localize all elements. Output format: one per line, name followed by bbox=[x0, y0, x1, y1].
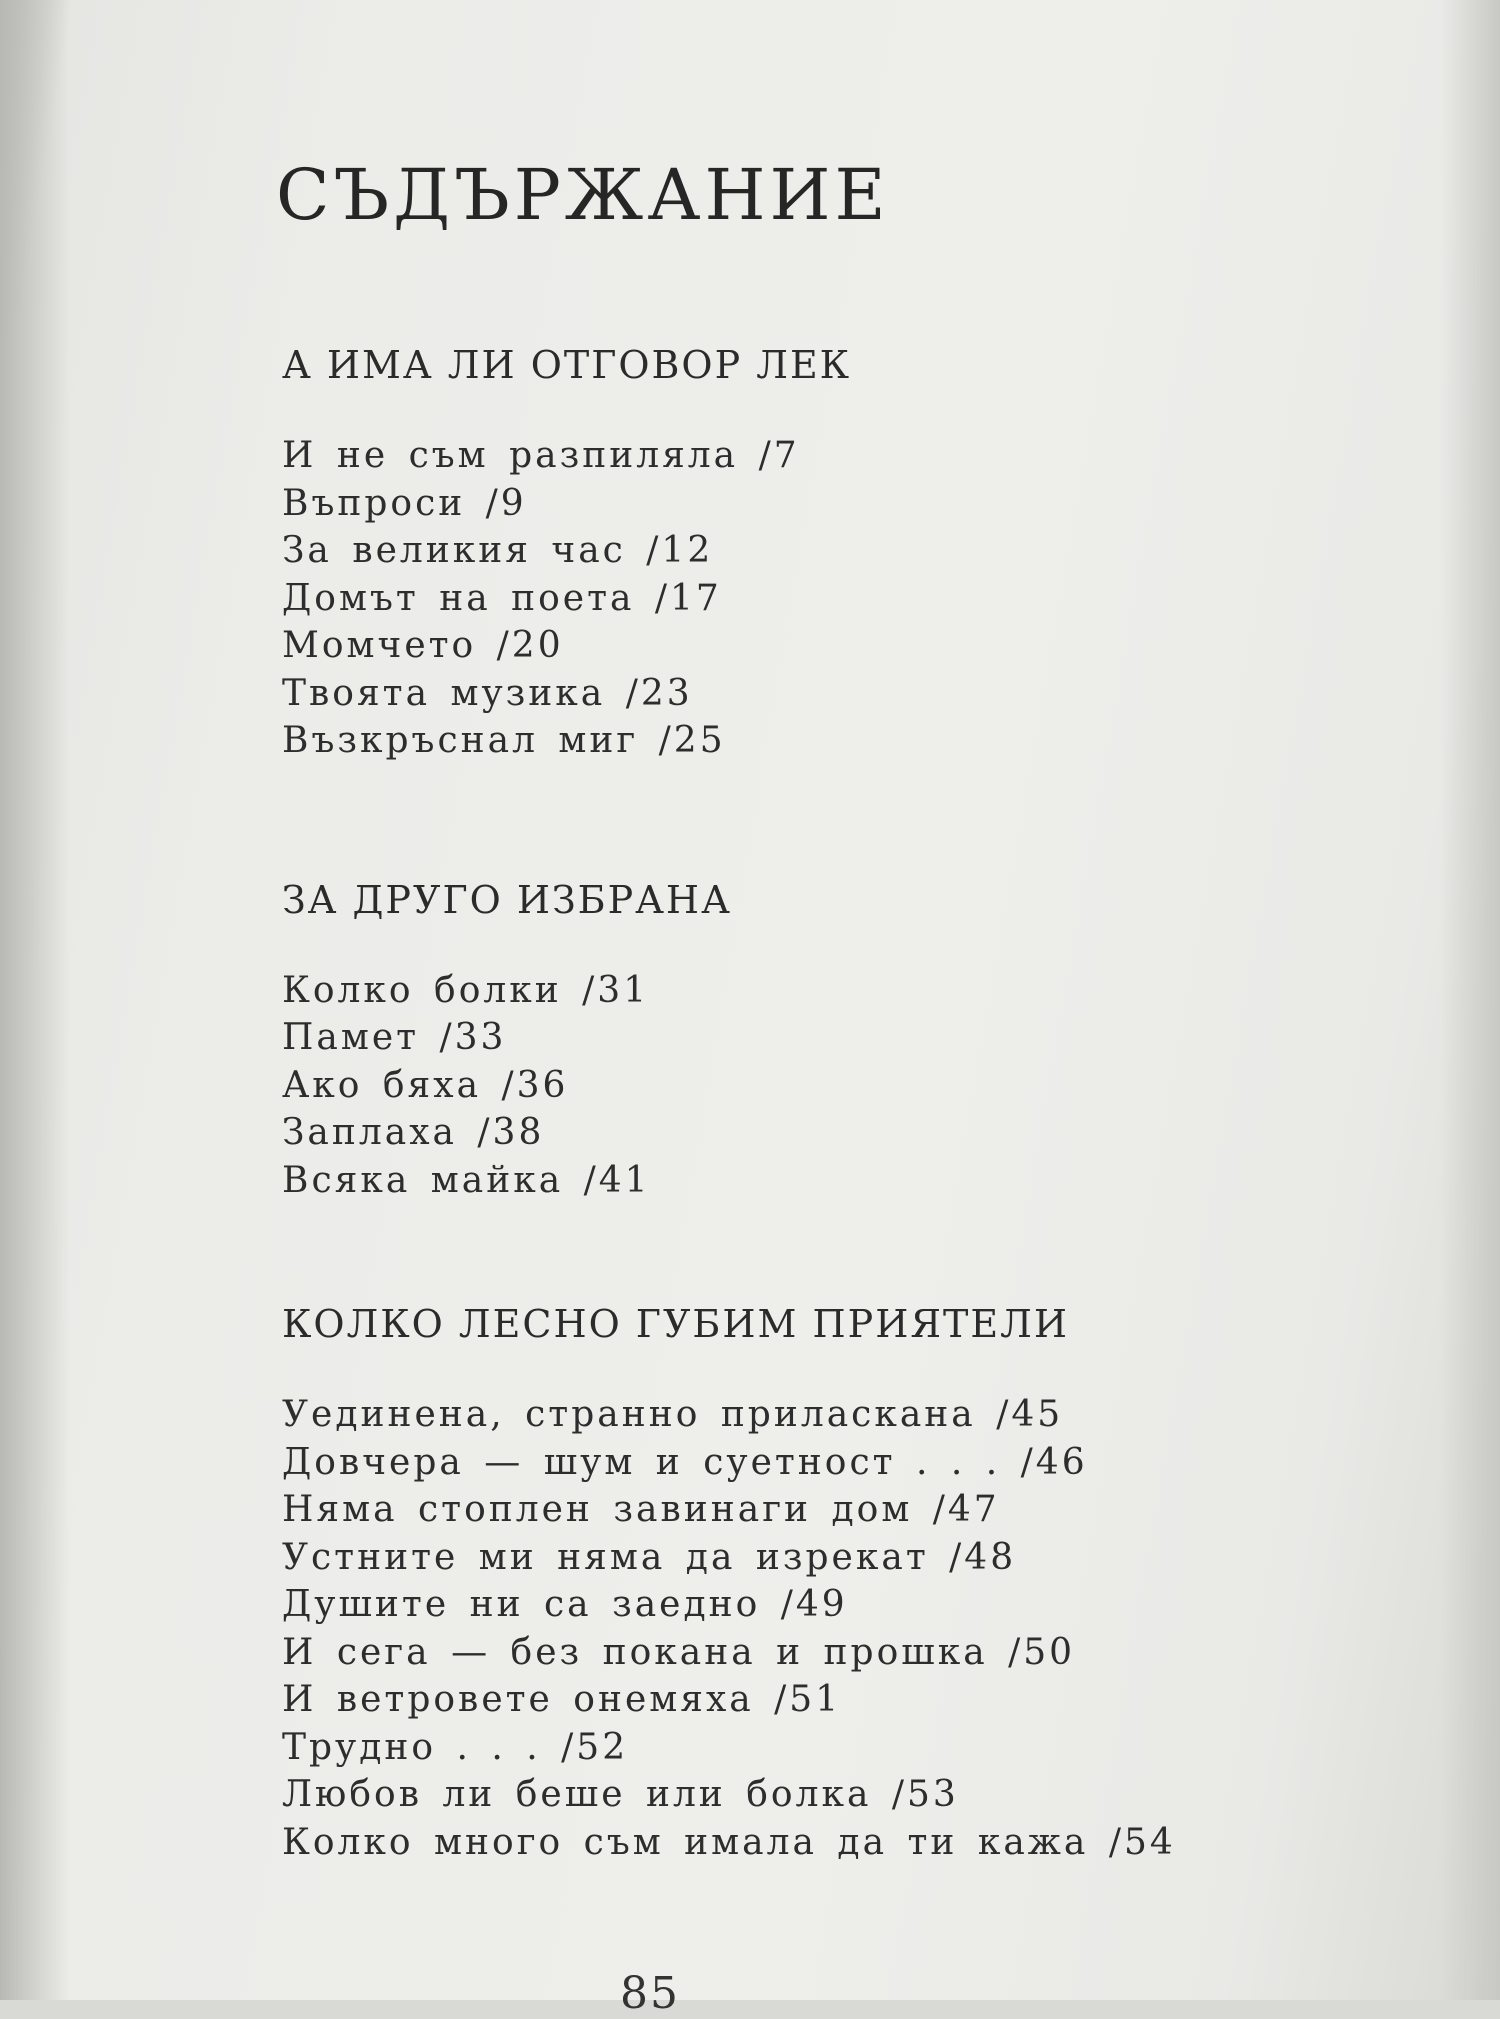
toc-entry: И сега — без покана и прошка /50 bbox=[282, 1631, 1076, 1673]
page-number: 85 bbox=[620, 1968, 680, 2019]
spine-shadow bbox=[0, 0, 70, 2000]
toc-entry: Душите ни са заедно /49 bbox=[282, 1584, 848, 1625]
toc-section-2 bbox=[282, 875, 1442, 1205]
section-heading: А ИМА ЛИ ОТГОВОР ЛЕК bbox=[282, 343, 852, 387]
toc-entry: Любов ли беше или болка /53 bbox=[282, 1774, 959, 1815]
toc-entry: Памет /33 bbox=[282, 1017, 507, 1058]
entry-list bbox=[282, 432, 1442, 765]
toc-entry: Колко болки /31 bbox=[282, 969, 650, 1011]
toc-entry: Няма стоплен завинаги дом /47 bbox=[282, 1489, 1000, 1530]
toc-entry: Заплаха /38 bbox=[282, 1112, 545, 1153]
toc-entry: Въпроси /9 bbox=[282, 482, 527, 524]
toc-entry: Домът на поета /17 bbox=[282, 577, 722, 619]
toc-entry: Твоята музика /23 bbox=[282, 672, 693, 714]
toc-section-3 bbox=[282, 1299, 1442, 1866]
section-heading: ЗА ДРУГО ИЗБРАНА bbox=[282, 877, 732, 922]
page-title: СЪДЪРЖАНИЕ bbox=[276, 154, 890, 236]
toc-entry: Уединена, странно приласкана /45 bbox=[282, 1394, 1064, 1435]
toc-entry: Ако бяха /36 bbox=[282, 1064, 569, 1106]
section-heading: КОЛКО ЛЕСНО ГУБИМ ПРИЯТЕЛИ bbox=[282, 1302, 1069, 1346]
toc-entry: За великия час /12 bbox=[282, 530, 714, 571]
toc-entry: И не съм разпиляла /7 bbox=[282, 435, 800, 476]
entry-list bbox=[282, 967, 1442, 1205]
toc-entry: Довчера — шум и суетност . . . /46 bbox=[282, 1441, 1088, 1483]
toc-entry: Възкръснал миг /25 bbox=[282, 720, 726, 761]
toc-entry: Момчето /20 bbox=[282, 625, 564, 666]
table-of-contents bbox=[276, 150, 1442, 1866]
toc-entry: Всяка майка /41 bbox=[282, 1159, 651, 1201]
toc-section-1 bbox=[282, 340, 1442, 765]
toc-entry: И ветровете онемяха /51 bbox=[282, 1679, 842, 1720]
toc-entry: Устните ми няма да изрекат /48 bbox=[282, 1536, 1017, 1578]
entry-list bbox=[282, 1391, 1442, 1866]
page-edge-shadow bbox=[1440, 0, 1500, 2000]
toc-entry: Трудно . . . /52 bbox=[282, 1726, 629, 1768]
toc-entry: Колко много съм имала да ти кажа /54 bbox=[282, 1821, 1176, 1863]
